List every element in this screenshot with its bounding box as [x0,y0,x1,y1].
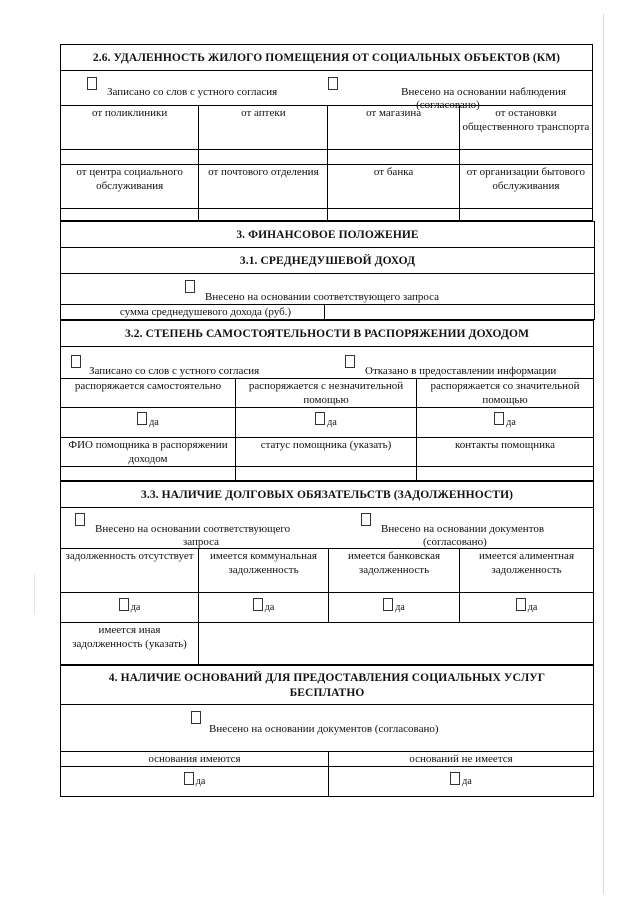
helper-contacts-value[interactable] [417,467,594,481]
helper-status-label: статус помощника (указать) [236,438,417,467]
dist-transport-value[interactable] [459,150,592,165]
helper-name-label: ФИО помощника в распоряжении доходом [61,438,236,467]
checkbox-debt-docs[interactable] [361,513,371,526]
alimony-debt-label: имеется алиментная задолженность [460,549,594,593]
section-3-3-table [60,481,594,665]
other-debt-label: имеется иная задолженность (указать) [61,623,199,665]
checkbox-no-debt[interactable] [119,598,129,611]
option-income-verbal-label: Записано со слов с устного согласия [89,365,260,377]
option-debt-request-label-2: запроса [182,536,220,548]
section-3-1-title: 3.1. СРЕДНЕДУШЕВОЙ ДОХОД [61,248,595,274]
income-label: сумма среднедушевого дохода (руб.) [61,305,325,320]
checkbox-grounds-absent[interactable] [450,772,460,785]
yes-label: да [264,602,275,613]
checkbox-grounds-docs[interactable] [191,711,201,724]
checkbox-manage-independently[interactable] [137,412,147,425]
checkbox-debt-request[interactable] [75,513,85,526]
section-3-table [60,221,595,320]
dist-post-office-label: от почтового отделения [199,165,328,209]
option-verbal-label: Записано со слов с устного согласия [107,86,278,98]
option-income-request-label: Внесено на основании соответствующего запроса [205,291,440,303]
yes-label: да [195,776,206,787]
checkbox-utility-debt[interactable] [253,598,263,611]
yes-label: да [395,602,405,613]
bank-debt-label: имеется банковская задолженность [329,549,460,593]
dist-pharmacy-value[interactable] [199,150,328,165]
yes-label: да [149,417,159,428]
option-debt-docs-label: Внесено на основании документов [381,523,545,535]
checkbox-manage-major-help[interactable] [494,412,504,425]
dist-bank-value[interactable] [328,209,459,221]
manage-major-help-label: распоряжается со значительной помощью [417,379,594,408]
dist-shop-label: от магазина [328,106,459,150]
dist-pharmacy-label: от аптеки [199,106,328,150]
dist-clinic-value[interactable] [61,150,199,165]
yes-label: да [130,602,141,613]
checkbox-grounds-exist[interactable] [184,772,194,785]
option-observed-label-2: (согласовано) [416,99,480,111]
dist-household-service-label: от организации бытового обслуживания [459,165,592,209]
scan-mark [34,574,35,614]
yes-label: да [462,776,472,787]
no-debt-label: задолженность отсутствует [61,549,199,593]
section-4-title-2: БЕСПЛАТНО [289,687,365,699]
dist-clinic-label: от поликлиники [61,106,199,150]
section-4-title: 4. НАЛИЧИЕ ОСНОВАНИЙ ДЛЯ ПРЕДОСТАВЛЕНИЯ СОЦИАЛЬНЫХ УСЛУГ [108,672,546,684]
option-grounds-docs-label: Внесено на основании документов (согласовано) [209,723,439,735]
manage-minor-help-label: распоряжается с незначительной помощью [236,379,417,408]
section-4-table [60,665,594,797]
checkbox-income-refused[interactable] [345,355,355,368]
section-3-2-title: 3.2. СТЕПЕНЬ САМОСТОЯТЕЛЬНОСТИ В РАСПОРЯЖЕНИИ ДОХОДОМ [61,321,594,347]
checkbox-manage-minor-help[interactable] [315,412,325,425]
other-debt-value[interactable] [199,623,594,665]
form-page [60,44,593,797]
page-edge-rule [603,14,604,894]
helper-name-value[interactable] [61,467,236,481]
dist-shop-value[interactable] [328,150,459,165]
manage-independently-label: распоряжается самостоятельно [61,379,236,408]
income-value[interactable] [325,305,595,320]
option-observed-label: Внесено на основании наблюдения [401,86,566,98]
checkbox-income-verbal[interactable] [71,355,81,368]
section-2-6-table [60,44,593,221]
dist-transport-label: от остановки общественного транспорта [459,106,592,150]
option-debt-docs-label-2: (согласовано) [423,536,487,548]
dist-bank-label: от банка [328,165,459,209]
checkbox-bank-debt[interactable] [383,598,393,611]
checkbox-alimony-debt[interactable] [516,598,526,611]
yes-label: да [506,417,516,428]
dist-household-service-value[interactable] [459,209,592,221]
option-income-refused-label: Отказано в предоставлении информации [365,365,557,377]
option-debt-request-label: Внесено на основании соответствующего [95,523,291,535]
helper-contacts-label: контакты помощника [417,438,594,467]
yes-label: да [327,417,337,428]
section-3-title: 3. ФИНАНСОВОЕ ПОЛОЖЕНИЕ [61,222,595,248]
checkbox-income-request[interactable] [185,280,195,293]
grounds-absent-label: оснований не имеется [329,752,594,767]
checkbox-observed[interactable] [328,77,338,90]
helper-status-value[interactable] [236,467,417,481]
dist-social-center-value[interactable] [61,209,199,221]
yes-label: да [527,602,538,613]
section-2-6-title: 2.6. УДАЛЕННОСТЬ ЖИЛОГО ПОМЕЩЕНИЯ ОТ СОЦИАЛЬНЫХ ОБЪЕКТОВ (КМ) [61,45,593,71]
dist-social-center-label: от центра социального обслуживания [61,165,199,209]
section-3-3-title: 3.3. НАЛИЧИЕ ДОЛГОВЫХ ОБЯЗАТЕЛЬСТВ (ЗАДОЛЖЕННОСТИ) [61,482,594,508]
utility-debt-label: имеется коммунальная задолженность [199,549,329,593]
dist-post-office-value[interactable] [199,209,328,221]
checkbox-verbal[interactable] [87,77,97,90]
grounds-exist-label: основания имеются [61,752,329,767]
section-3-2-table [60,320,594,481]
